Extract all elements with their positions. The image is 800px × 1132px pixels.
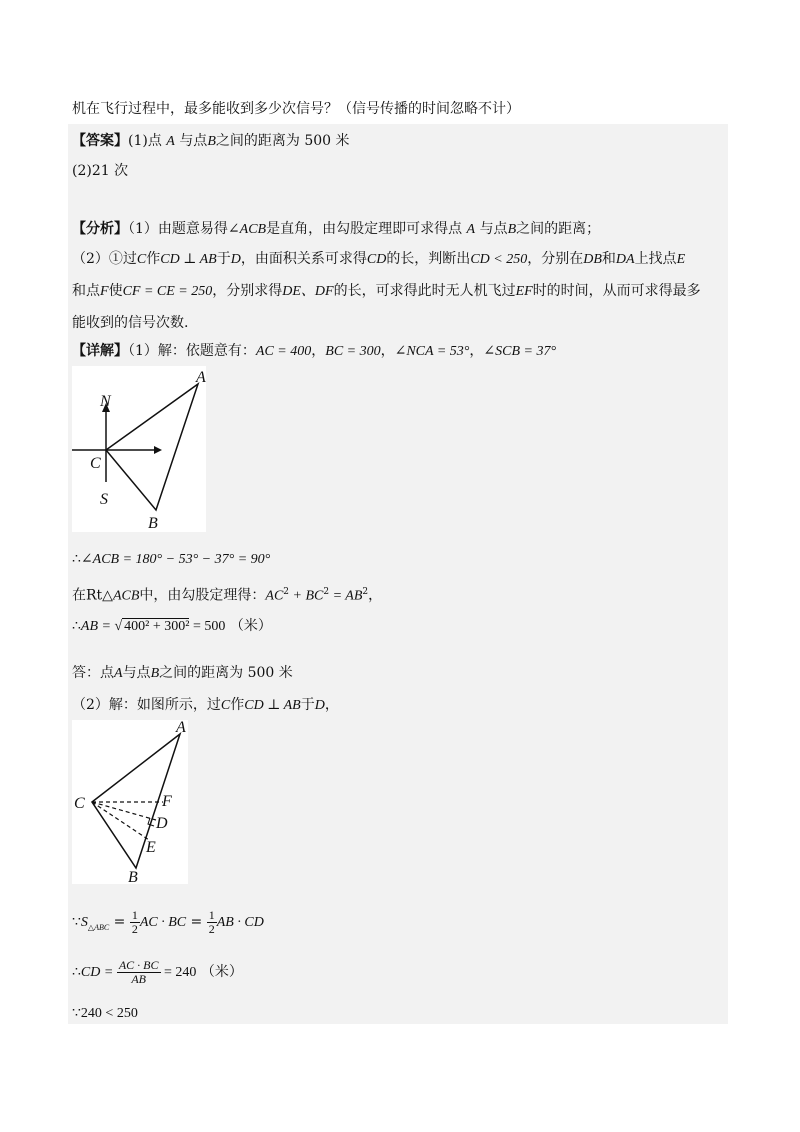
fraction-numerator: 1 [131, 907, 138, 922]
area-subscript: △ABC [87, 922, 110, 932]
rt-text: 中，由勾股定理得： [139, 587, 266, 604]
square-exp: 2 [362, 587, 369, 597]
label-b: B [128, 869, 138, 884]
segment-ef: EF [515, 284, 533, 299]
answer-line-1 [72, 132, 350, 151]
analysis-text: 是直角，由勾股定理即可求得点 [266, 221, 463, 237]
therefore-symbol: ∴ [72, 965, 81, 980]
point-c: C [220, 698, 231, 713]
pyth-ac: AC [265, 588, 284, 604]
point-a: A [466, 222, 476, 237]
analysis-text: 的长，判断出 [386, 251, 471, 267]
calc2-area [72, 906, 264, 944]
angle-acb: ∠ACB [227, 222, 267, 237]
analysis-line-2 [72, 250, 685, 269]
label-f: F [162, 793, 172, 810]
bc-value: BC = 300 [325, 344, 381, 359]
half-fraction [207, 909, 217, 936]
inequality: CD < 250 [470, 252, 528, 267]
fraction-numerator: 1 [208, 907, 215, 922]
perp-expr: CD ⊥ AB [160, 252, 217, 267]
analysis-line-1 [72, 220, 600, 239]
analysis-text: 和点 [72, 283, 100, 299]
label-c: C [90, 455, 101, 472]
label-a: A [176, 720, 186, 736]
answer-text: 与点 [122, 665, 151, 681]
perp-expr: CD ⊥ AB [244, 698, 301, 713]
square-exp: 2 [283, 587, 290, 597]
calc1-pythagoras [72, 583, 382, 606]
cd-fraction [117, 959, 161, 986]
point-a: A [114, 666, 123, 681]
point-b: B [207, 134, 216, 149]
segment-ce [92, 802, 149, 840]
analysis-text: 时的时间，从而可求得最多 [532, 283, 701, 299]
equals: = [186, 914, 207, 930]
analysis-text: ，分别在 [527, 251, 584, 267]
angle-nca: ∠NCA = 53° [394, 344, 470, 359]
ac-bc-product: AC · BC [139, 915, 187, 930]
separator: ， [311, 343, 326, 359]
separator: ， [469, 343, 484, 359]
answer-line-2: (2)21 次 [72, 163, 129, 179]
point-b: B [150, 666, 160, 681]
detail-label: 【详解】 [72, 343, 128, 359]
unit-meter: （米） [229, 618, 272, 634]
analysis-text: 之间的距离； [516, 221, 601, 237]
fraction-denominator: 2 [208, 921, 215, 936]
half-fraction [130, 909, 140, 936]
part2-text: （2）解：如图所示，过 [72, 697, 221, 713]
ab-lhs: AB = [80, 619, 115, 634]
calc1-angle [72, 550, 270, 569]
part2-text: 作 [230, 697, 245, 713]
segment-cd: CD [366, 252, 387, 267]
angle-scb: ∠SCB = 37° [483, 344, 557, 359]
label-n: N [100, 393, 111, 410]
label-a: A [196, 369, 206, 386]
ab-cd-product: AB · CD [216, 915, 264, 930]
segments-de-df: DE、DF [282, 284, 334, 299]
figure-2-svg [72, 720, 188, 884]
pyth-bc: + BC [289, 588, 324, 604]
figure-perpendicular-triangle [72, 720, 188, 884]
sqrt-radicand: 400² + 300² [124, 619, 190, 634]
detail-text: （1）解：依题意有： [128, 343, 256, 359]
analysis-text: ，由面积关系可求得 [240, 251, 367, 267]
answer-text: 与点 [179, 133, 208, 149]
fraction-numerator: AC · BC [118, 957, 159, 972]
answer-statement [72, 664, 293, 683]
fraction-denominator: 2 [131, 921, 138, 936]
rt-text: 在Rt△ [72, 587, 113, 604]
analysis-label: 【分析】 [72, 221, 128, 237]
equals: = [109, 914, 130, 930]
calc1-ab [72, 617, 272, 636]
analysis-text: 与点 [479, 221, 508, 237]
figure-1-svg [72, 366, 206, 532]
answer-text: 之间的距离为 500 米 [159, 665, 293, 681]
because-symbol: ∵ [72, 915, 81, 930]
answer-text: (1)点 [128, 133, 162, 149]
analysis-text: 上找点 [634, 251, 677, 267]
label-e: E [146, 839, 156, 856]
point-e: E [676, 252, 686, 267]
angle-equation: ∠ACB = 180° − 53° − 37° = 90° [80, 552, 271, 567]
detail-line-1 [72, 342, 556, 361]
analysis-text: 和 [601, 251, 616, 267]
therefore-symbol: ∴ [72, 619, 81, 634]
calc2-cd [72, 956, 243, 989]
analysis-line-3 [72, 282, 701, 301]
point-a: A [166, 134, 175, 149]
label-s: S [100, 491, 108, 508]
point-f: F [100, 284, 109, 299]
label-c: C [74, 795, 85, 812]
sqrt-icon: √ [114, 619, 123, 634]
answer-text: 之间的距离为 500 米 [215, 133, 350, 149]
separator: ， [380, 343, 395, 359]
analysis-text: 的长，可求得此时无人机飞过 [333, 283, 516, 299]
part2-intro [72, 696, 339, 715]
pyth-ab: = AB [329, 588, 363, 604]
therefore-symbol: ∴ [72, 552, 81, 567]
comma: ， [368, 587, 383, 604]
cd-lhs: CD = [80, 965, 117, 980]
cd-result: = 240 [160, 965, 197, 980]
because-symbol: ∵ [72, 1006, 81, 1021]
analysis-text: （1）由题意易得 [128, 221, 228, 237]
fraction-denominator: AB [131, 971, 146, 986]
ab-result: = 500 [189, 619, 226, 634]
answer-text: 答：点 [72, 665, 114, 681]
analysis-text: 使 [108, 283, 123, 299]
label-b: B [148, 515, 158, 532]
analysis-text: （2）①过 [72, 251, 137, 267]
triangle-acb [106, 384, 198, 510]
equality: CF = CE = 250 [122, 284, 213, 299]
analysis-text: 于 [216, 251, 231, 267]
answer-label: 【答案】 [72, 133, 128, 149]
ac-value: AC = 400 [255, 344, 312, 359]
inequality-value: 240 < 250 [80, 1006, 138, 1021]
analysis-text: 作 [146, 251, 161, 267]
area-s: S [80, 915, 88, 930]
analysis-line-4: 能收到的信号次数. [72, 315, 189, 331]
square-exp: 2 [323, 587, 330, 597]
label-d: D [156, 815, 168, 832]
point-d: D [314, 698, 325, 713]
segment-da: DA [615, 252, 635, 267]
segment-db: DB [583, 252, 602, 267]
analysis-text: ，分别求得 [212, 283, 283, 299]
part2-text: 于 [300, 697, 315, 713]
point-c: C [136, 252, 147, 267]
unit-meter: （米） [200, 964, 243, 980]
point-b: B [507, 222, 517, 237]
arrow-east-icon [154, 446, 162, 454]
point-d: D [230, 252, 241, 267]
calc2-inequality [72, 1004, 138, 1023]
figure-direction-triangle [72, 366, 206, 532]
triangle-acb-label: ACB [112, 588, 140, 604]
part2-text: ， [324, 697, 339, 713]
question-tail: 机在飞行过程中，最多能收到多少次信号？（信号传播的时间忽略不计） [72, 101, 520, 117]
